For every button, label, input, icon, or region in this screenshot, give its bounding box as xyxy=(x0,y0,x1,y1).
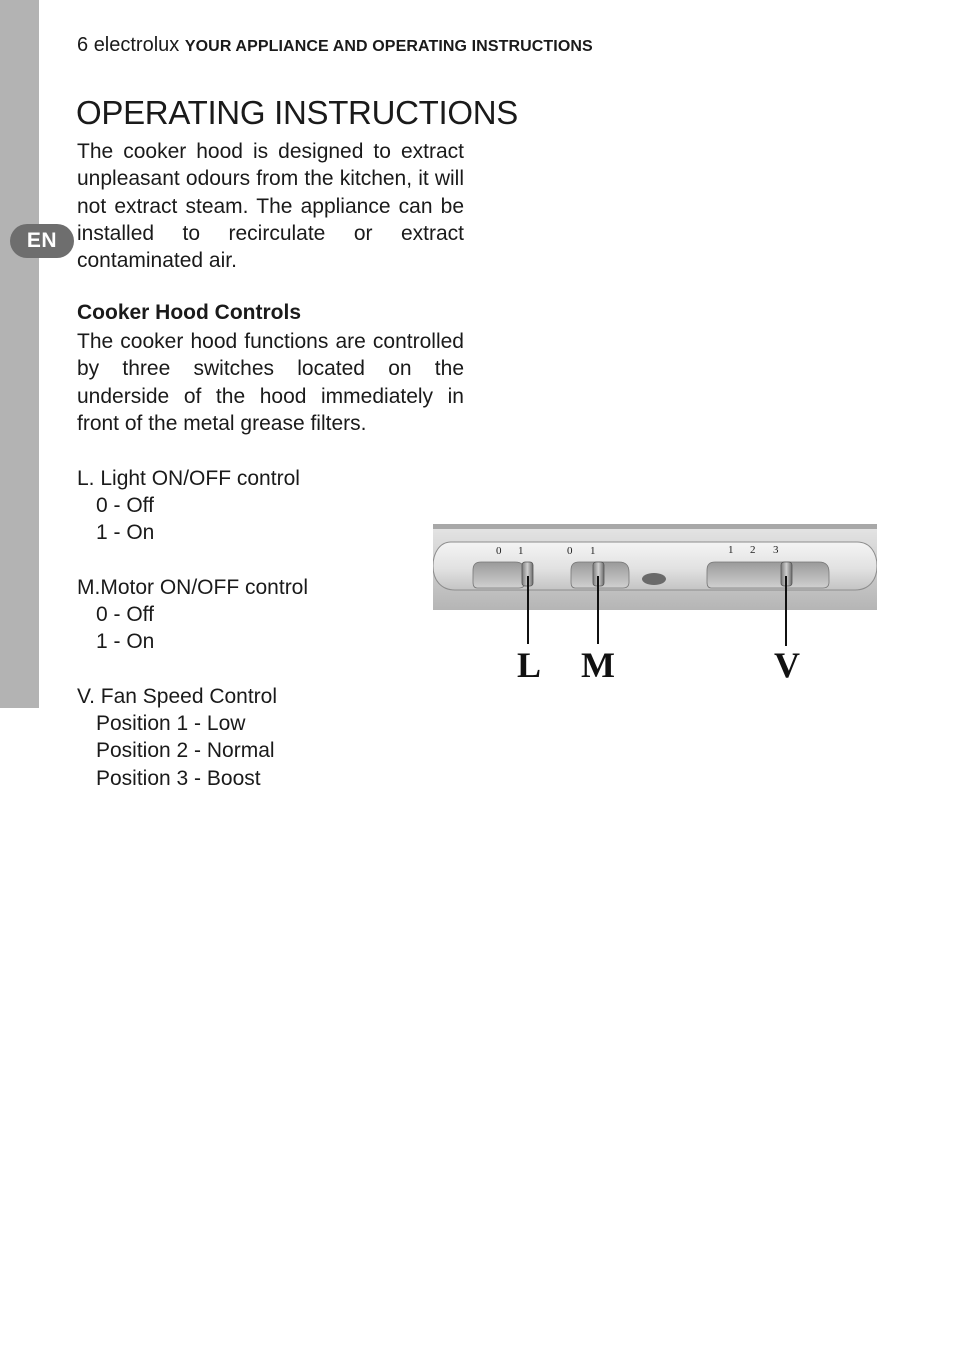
light-control-label: L. Light ON/OFF control xyxy=(77,467,300,490)
language-tab: EN xyxy=(10,224,74,258)
intro-paragraph: The cooker hood is designed to extract unpleasant odours from the kitchen, it will not extract steam. The appliance can be installed to recirculate or extract contaminated air. xyxy=(77,140,464,273)
callout-v: V xyxy=(774,645,800,685)
section-title: YOUR APPLIANCE AND OPERATING INSTRUCTIONS xyxy=(184,38,593,55)
light-option-on: 1 - On xyxy=(96,521,155,544)
controls-description: The cooker hood functions are controlled by three switches located on the underside of the hood immediately in front of the metal grease filters. xyxy=(77,330,464,435)
indicator-lamp xyxy=(642,573,666,585)
fan-option-boost: Position 3 - Boost xyxy=(96,767,261,790)
running-header xyxy=(77,34,593,57)
motor-option-on: 1 - On xyxy=(96,630,155,653)
fan-control-label: V. Fan Speed Control xyxy=(77,685,278,708)
callout-m: M xyxy=(581,645,615,685)
controls-heading: Cooker Hood Controls xyxy=(77,301,301,324)
side-bar xyxy=(0,0,39,708)
fan-switch-slot xyxy=(707,562,829,588)
page-number: 6 xyxy=(77,34,89,56)
fan-option-low: Position 1 - Low xyxy=(96,712,246,735)
motor-mark-0: 0 xyxy=(567,545,573,557)
motor-option-off: 0 - Off xyxy=(96,603,154,626)
light-mark-1: 1 xyxy=(518,545,524,557)
page-title: OPERATING INSTRUCTIONS xyxy=(76,94,518,131)
brand-name: electrolux xyxy=(93,34,180,56)
fan-mark-3: 3 xyxy=(773,544,779,556)
motor-mark-1: 1 xyxy=(590,545,596,557)
panel-top-edge xyxy=(433,524,877,529)
fan-mark-1: 1 xyxy=(728,544,734,556)
fan-option-normal: Position 2 - Normal xyxy=(96,739,275,762)
light-option-off: 0 - Off xyxy=(96,494,154,517)
motor-control-label: M.Motor ON/OFF control xyxy=(77,576,309,599)
callout-l: L xyxy=(516,645,542,685)
switch-panel-diagram xyxy=(433,524,877,686)
fan-mark-2: 2 xyxy=(750,544,756,556)
light-mark-0: 0 xyxy=(496,545,502,557)
light-switch-slot xyxy=(473,562,525,588)
